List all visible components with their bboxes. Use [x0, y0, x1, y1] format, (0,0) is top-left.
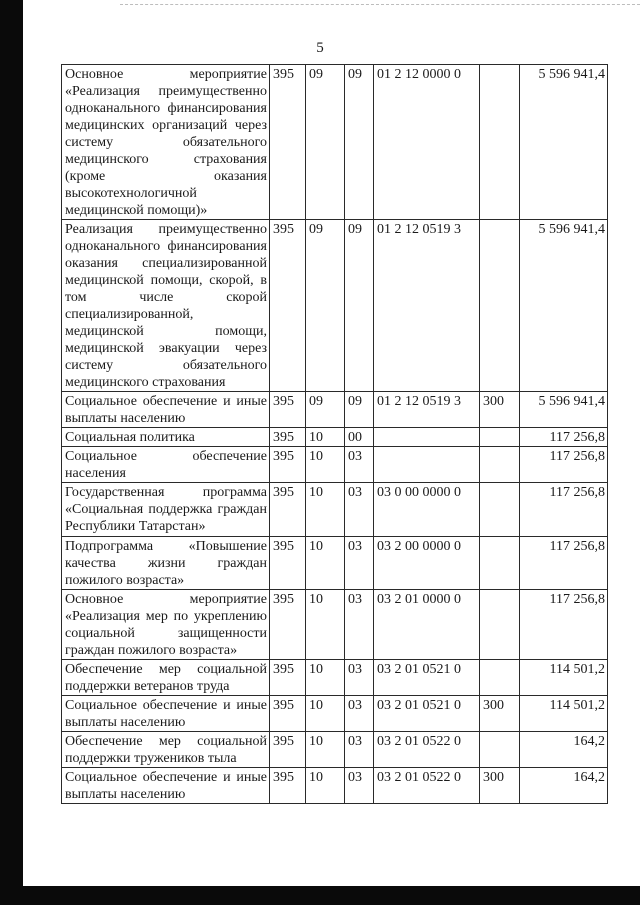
amount: 114 501,2 [520, 696, 608, 732]
page-number: 5 [316, 40, 324, 56]
table-row [62, 732, 608, 768]
target-article: 03 0 00 0000 0 [374, 483, 480, 537]
section-code: 10 [306, 483, 345, 537]
expense-type: 300 [480, 696, 520, 732]
table-row [62, 537, 608, 590]
table-row [62, 447, 608, 483]
subsection-code: 03 [345, 537, 374, 590]
subsection-code: 09 [345, 220, 374, 392]
expense-type [480, 732, 520, 768]
amount: 117 256,8 [520, 537, 608, 590]
target-article: 03 2 01 0521 0 [374, 660, 480, 696]
row-name: Обеспечение мер социальной поддержки ветеранов труда [62, 660, 270, 696]
section-code: 09 [306, 392, 345, 428]
expense-type [480, 428, 520, 447]
subsection-code: 00 [345, 428, 374, 447]
amount: 117 256,8 [520, 447, 608, 483]
row-name: Социальное обеспечение населения [62, 447, 270, 483]
ministry-code: 395 [270, 660, 306, 696]
subsection-code: 03 [345, 483, 374, 537]
section-code: 10 [306, 660, 345, 696]
section-code: 09 [306, 220, 345, 392]
subsection-code: 03 [345, 590, 374, 660]
amount: 114 501,2 [520, 660, 608, 696]
subsection-code: 03 [345, 696, 374, 732]
row-name: Социальное обеспечение и иные выплаты населению [62, 392, 270, 428]
target-article [374, 428, 480, 447]
row-name: Подпрограмма «Повышение качества жизни граждан пожилого возраста» [62, 537, 270, 590]
subsection-code: 03 [345, 660, 374, 696]
table-row [62, 590, 608, 660]
row-name: Обеспечение мер социальной поддержки тружеников тыла [62, 732, 270, 768]
expense-type [480, 220, 520, 392]
amount: 5 596 941,4 [520, 392, 608, 428]
table-row [62, 392, 608, 428]
subsection-code: 03 [345, 447, 374, 483]
expense-type [480, 65, 520, 220]
expense-type: 300 [480, 392, 520, 428]
table-row [62, 660, 608, 696]
amount: 5 596 941,4 [520, 65, 608, 220]
ministry-code: 395 [270, 220, 306, 392]
ministry-code: 395 [270, 392, 306, 428]
ministry-code: 395 [270, 696, 306, 732]
target-article: 03 2 01 0521 0 [374, 696, 480, 732]
ministry-code: 395 [270, 537, 306, 590]
section-code: 10 [306, 590, 345, 660]
table-row [62, 220, 608, 392]
section-code: 10 [306, 428, 345, 447]
target-article: 03 2 01 0000 0 [374, 590, 480, 660]
amount: 117 256,8 [520, 483, 608, 537]
target-article: 03 2 01 0522 0 [374, 732, 480, 768]
row-name: Социальная политика [62, 428, 270, 447]
table-row [62, 483, 608, 537]
target-article: 01 2 12 0000 0 [374, 65, 480, 220]
subsection-code: 03 [345, 768, 374, 804]
target-article: 01 2 12 0519 3 [374, 392, 480, 428]
ministry-code: 395 [270, 65, 306, 220]
amount: 164,2 [520, 732, 608, 768]
row-name: Социальное обеспечение и иные выплаты населению [62, 768, 270, 804]
expense-type [480, 590, 520, 660]
target-article: 01 2 12 0519 3 [374, 220, 480, 392]
section-code: 09 [306, 65, 345, 220]
section-code: 10 [306, 696, 345, 732]
amount: 164,2 [520, 768, 608, 804]
section-code: 10 [306, 768, 345, 804]
amount: 5 596 941,4 [520, 220, 608, 392]
subsection-code: 03 [345, 732, 374, 768]
target-article [374, 447, 480, 483]
subsection-code: 09 [345, 65, 374, 220]
target-article: 03 2 01 0522 0 [374, 768, 480, 804]
expense-type [480, 483, 520, 537]
ministry-code: 395 [270, 428, 306, 447]
amount: 117 256,8 [520, 428, 608, 447]
section-code: 10 [306, 732, 345, 768]
expense-type [480, 447, 520, 483]
expense-type [480, 660, 520, 696]
ministry-code: 395 [270, 590, 306, 660]
row-name: Государственная программа «Социальная поддержка граждан Республики Татарстан» [62, 483, 270, 537]
budget-table [61, 64, 608, 804]
row-name: Основное мероприятие «Реализация преимущественно одноканального финансирования медицинских организаций через систему обязательного медицинского страхования (кроме оказания высокотехнологичной медицинской помощи)» [62, 65, 270, 220]
expense-type: 300 [480, 768, 520, 804]
table-row [62, 65, 608, 220]
scan-bottom-border [0, 886, 640, 905]
expense-type [480, 537, 520, 590]
scan-left-border [0, 0, 23, 905]
row-name: Реализация преимущественно одноканального финансирования оказания специализированной медицинской помощи, скорой, в том числе скорой специализированной, медицинской помощи, медицинской эвакуации через систему обязательного медицинского страхования [62, 220, 270, 392]
section-code: 10 [306, 537, 345, 590]
table-row [62, 768, 608, 804]
row-name: Основное мероприятие «Реализация мер по укреплению социальной защищенности граждан пожилого возраста» [62, 590, 270, 660]
amount: 117 256,8 [520, 590, 608, 660]
scan-top-edge [120, 4, 640, 6]
subsection-code: 09 [345, 392, 374, 428]
ministry-code: 395 [270, 483, 306, 537]
target-article: 03 2 00 0000 0 [374, 537, 480, 590]
table-row [62, 428, 608, 447]
row-name: Социальное обеспечение и иные выплаты населению [62, 696, 270, 732]
section-code: 10 [306, 447, 345, 483]
table-row [62, 696, 608, 732]
ministry-code: 395 [270, 447, 306, 483]
ministry-code: 395 [270, 732, 306, 768]
ministry-code: 395 [270, 768, 306, 804]
